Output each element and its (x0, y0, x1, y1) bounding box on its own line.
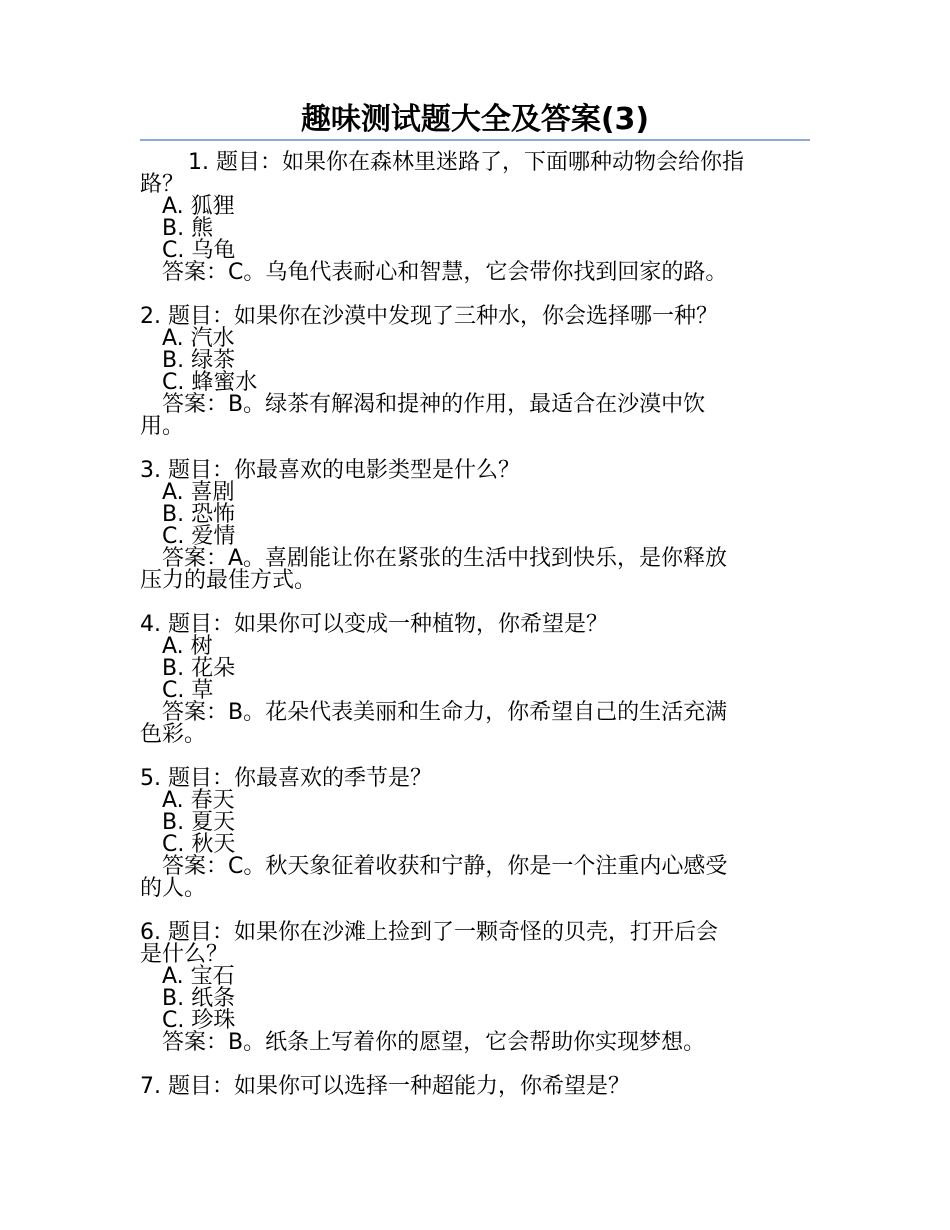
option-c: C. 秋天 (162, 832, 236, 857)
option-b: B. 熊 (162, 216, 214, 241)
question-text-cont: 路？ (140, 172, 185, 197)
answer-text: 答案：B。花朵代表美丽和生命力，你希望自己的生活充满 (162, 700, 728, 725)
option-b: B. 花朵 (162, 656, 236, 681)
answer-text-cont: 压力的最佳方式。 (140, 568, 317, 593)
option-c: C. 乌龟 (162, 238, 236, 263)
question-text: 7. 题目：如果你可以选择一种超能力，你希望是？ (140, 1074, 630, 1099)
question-text: 6. 题目：如果你在沙滩上捡到了一颗奇怪的贝壳，打开后会 (140, 920, 718, 945)
answer-text: 答案：A。喜剧能让你在紧张的生活中找到快乐，是你释放 (162, 546, 728, 571)
document-title: 趣味测试题大全及答案(3) (300, 102, 650, 137)
option-a: A. 狐狸 (162, 194, 235, 219)
option-c: C. 蜂蜜水 (162, 370, 258, 395)
answer-text: 答案：C。秋天象征着收获和宁静，你是一个注重内心感受 (162, 854, 728, 879)
option-a: A. 树 (162, 634, 213, 659)
title-underline (140, 139, 810, 141)
option-a: A. 宝石 (162, 964, 235, 989)
option-a: A. 春天 (162, 788, 235, 813)
question-text: 5. 题目：你最喜欢的季节是？ (140, 766, 432, 791)
question-text: 4. 题目：如果你可以变成一种植物，你希望是？ (140, 612, 608, 637)
question-5 (140, 768, 810, 900)
question-text: 1. 题目：如果你在森林里迷路了，下面哪种动物会给你指 (188, 150, 744, 175)
question-6 (140, 922, 810, 1054)
question-list (140, 152, 810, 1120)
question-4 (140, 614, 810, 746)
option-a: A. 汽水 (162, 326, 235, 351)
option-c: C. 草 (162, 678, 214, 703)
option-c: C. 珍珠 (162, 1008, 236, 1033)
option-b: B. 纸条 (162, 986, 236, 1011)
question-2 (140, 306, 810, 438)
option-b: B. 绿茶 (162, 348, 236, 373)
answer-text-cont: 用。 (140, 414, 185, 439)
question-3 (140, 460, 810, 592)
option-b: B. 夏天 (162, 810, 236, 835)
option-a: A. 喜剧 (162, 480, 235, 505)
answer-text: 答案：B。纸条上写着你的愿望，它会帮助你实现梦想。 (162, 1030, 706, 1055)
question-1 (140, 152, 810, 284)
question-7 (140, 1076, 810, 1098)
answer-text: 答案：B。绿茶有解渴和提神的作用，最适合在沙漠中饮 (162, 392, 706, 417)
question-text: 2. 题目：如果你在沙漠中发现了三种水，你会选择哪一种？ (140, 304, 718, 329)
answer-text-cont: 色彩。 (140, 722, 207, 747)
answer-text-cont: 的人。 (140, 876, 207, 901)
question-text: 3. 题目：你最喜欢的电影类型是什么？ (140, 458, 520, 483)
option-c: C. 爱情 (162, 524, 236, 549)
option-b: B. 恐怖 (162, 502, 236, 527)
question-text-cont: 是什么？ (140, 942, 229, 967)
answer-text: 答案：C。乌龟代表耐心和智慧，它会带你找到回家的路。 (162, 260, 728, 285)
